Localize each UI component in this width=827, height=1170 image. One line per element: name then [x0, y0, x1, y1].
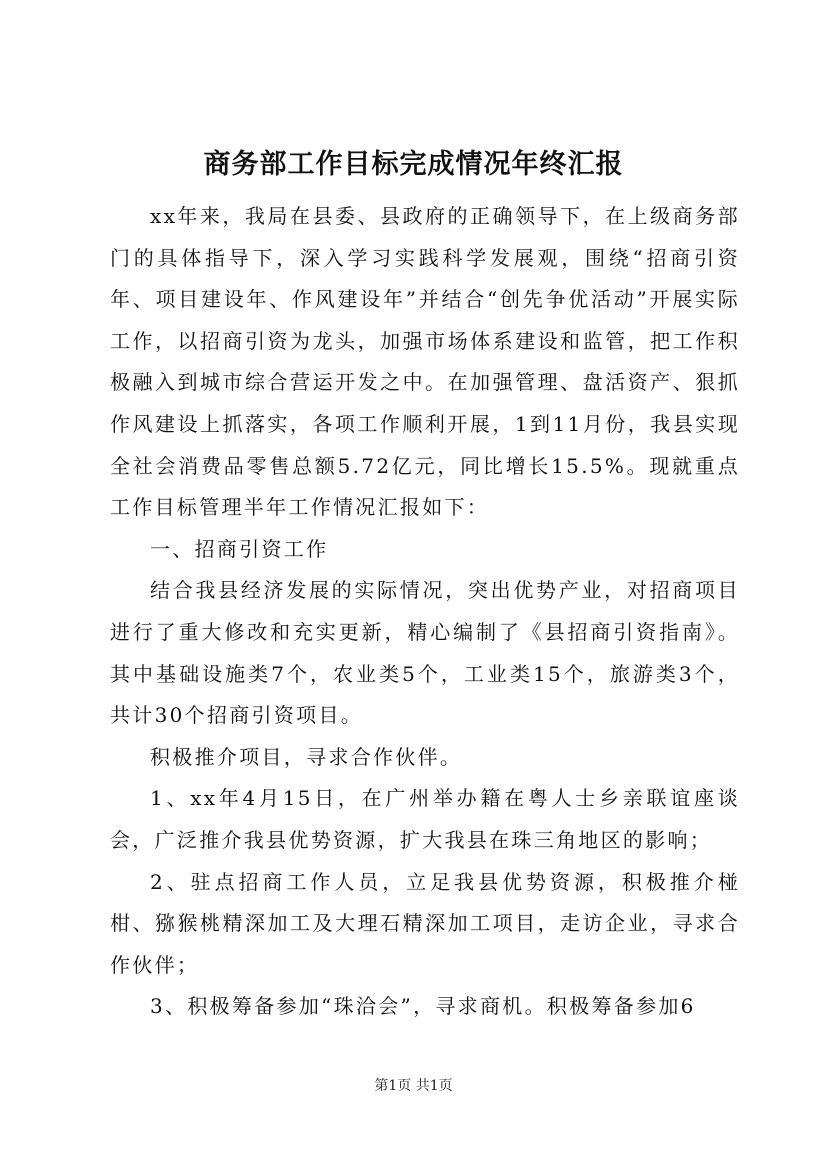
- paragraph-investment-guide: 结合我县经济发展的实际情况，突出优势产业，对招商项目进行了重大修改和充实更新，精心编制了《县招商引资指南》。其中基础设施类7个，农业类5个，工业类15个，旅游类3个，共计30个招商引资项目。: [110, 578, 740, 728]
- document-title: 商务部工作目标完成情况年终汇报: [203, 149, 624, 180]
- document-body: [110, 196, 740, 1028]
- list-item-1: 1、xx年4月15日，在广州举办籍在粤人士乡亲联谊座谈会，广泛推介我县优势资源，扩大我县在珠三角地区的影响；: [110, 786, 740, 852]
- paragraph-promotion: 积极推介项目，寻求合作伙伴。: [150, 744, 463, 769]
- page-footer: 第1页 共1页: [374, 1078, 453, 1094]
- list-item-2: 2、驻点招商工作人员，立足我县优势资源，积极推介椪柑、猕猴桃精深加工及大理石精深加工项目，走访企业，寻求合作伙伴；: [110, 869, 740, 977]
- list-item-3: 3、积极筹备参加“珠洽会”，寻求商机。积极筹备参加6: [150, 994, 696, 1019]
- paragraph-intro: xx年来，我局在县委、县政府的正确领导下，在上级商务部门的具体指导下，深入学习实践科学发展观，围绕“招商引资年、项目建设年、作风建设年”并结合“创先争优活动”开展实际工作，以招商引资为龙头，加强市场体系建设和监管，把工作积极融入到城市综合营运开发之中。在加强管理、盘活资产、狠抓作风建设上抓落实，各项工作顺利开展，1到11月份，我县实现全社会消费品零售总额5.72亿元，同比增长15.5%。现就重点工作目标管理半年工作情况汇报如下：: [110, 204, 740, 520]
- section-heading-investment: 一、招商引资工作: [150, 536, 329, 561]
